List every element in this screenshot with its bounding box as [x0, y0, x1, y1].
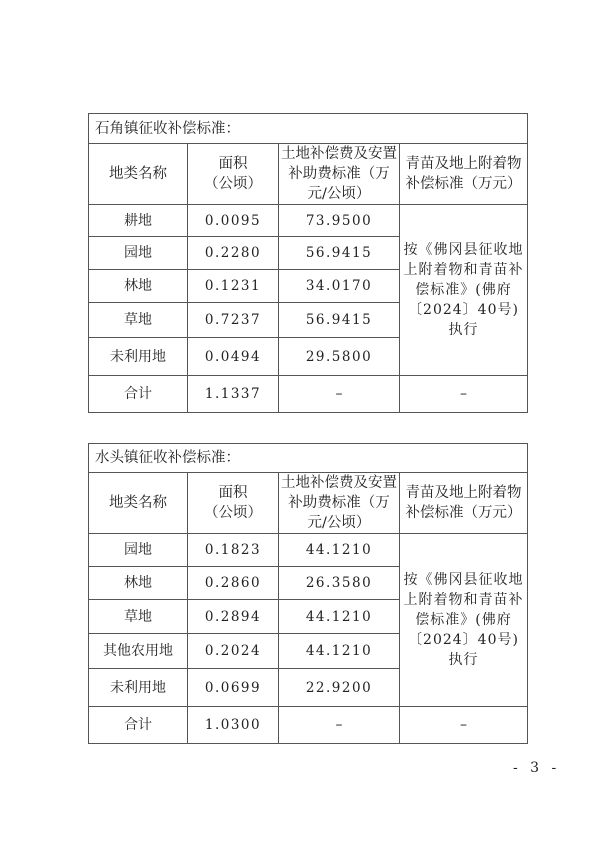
header-crop-compensation-standard: 青苗及地上附着物补偿标准（万元） — [400, 473, 528, 534]
compensation-cell: 73.9500 — [279, 205, 400, 237]
table-row — [89, 534, 528, 567]
area-cell: 0.7237 — [188, 303, 279, 338]
land-type-cell: 草地 — [89, 303, 188, 338]
total-crop-cell: – — [400, 376, 528, 413]
area-cell: 0.2894 — [188, 600, 279, 634]
total-compensation-cell: – — [279, 707, 400, 744]
header-land-compensation-standard: 土地补偿费及安置补助费标准（万元/公顷） — [279, 473, 400, 534]
header-area: 面积 （公顷） — [188, 144, 279, 205]
area-cell: 0.1231 — [188, 270, 279, 303]
land-type-cell: 未利用地 — [89, 338, 188, 376]
total-crop-cell: – — [400, 707, 528, 744]
table-title: 水头镇征收补偿标准： — [89, 444, 528, 473]
compensation-cell: 26.3580 — [279, 567, 400, 600]
land-type-cell: 未利用地 — [89, 669, 188, 707]
header-crop-compensation-standard: 青苗及地上附着物补偿标准（万元） — [400, 144, 528, 205]
area-cell: 0.2024 — [188, 634, 279, 669]
total-area-cell: 1.0300 — [188, 707, 279, 744]
total-compensation-cell: – — [279, 376, 400, 413]
compensation-cell: 44.1210 — [279, 534, 400, 567]
land-type-cell: 草地 — [89, 600, 188, 634]
header-land-type: 地类名称 — [89, 144, 188, 205]
land-type-cell: 林地 — [89, 567, 188, 600]
header-area: 面积 （公顷） — [188, 473, 279, 534]
compensation-cell: 44.1210 — [279, 600, 400, 634]
area-cell: 0.2280 — [188, 237, 279, 270]
area-cell: 0.2860 — [188, 567, 279, 600]
crop-compensation-note: 按《佛冈县征收地上附着物和青苗补偿标准》(佛府〔2024〕40号)执行 — [400, 534, 528, 707]
compensation-cell: 56.9415 — [279, 303, 400, 338]
compensation-cell: 56.9415 — [279, 237, 400, 270]
compensation-cell: 29.5800 — [279, 338, 400, 376]
land-type-cell: 耕地 — [89, 205, 188, 237]
shijiao-compensation-table — [88, 113, 528, 413]
total-row — [89, 376, 528, 413]
crop-compensation-note: 按《佛冈县征收地上附着物和青苗补偿标准》(佛府〔2024〕40号)执行 — [400, 205, 528, 376]
land-type-cell: 园地 — [89, 534, 188, 567]
land-type-cell: 林地 — [89, 270, 188, 303]
area-cell: 0.1823 — [188, 534, 279, 567]
area-cell: 0.0095 — [188, 205, 279, 237]
header-land-type: 地类名称 — [89, 473, 188, 534]
area-cell: 0.0494 — [188, 338, 279, 376]
land-type-cell: 园地 — [89, 237, 188, 270]
total-area-cell: 1.1337 — [188, 376, 279, 413]
area-cell: 0.0699 — [188, 669, 279, 707]
land-type-cell: 其他农用地 — [89, 634, 188, 669]
shuitou-compensation-table — [88, 443, 528, 744]
total-label-cell: 合计 — [89, 707, 188, 744]
page-number: - 3 - — [513, 760, 561, 776]
table-row — [89, 205, 528, 237]
compensation-cell: 22.9200 — [279, 669, 400, 707]
header-land-compensation-standard: 土地补偿费及安置补助费标准（万元/公顷） — [279, 144, 400, 205]
table-title: 石角镇征收补偿标准： — [89, 114, 528, 144]
compensation-cell: 34.0170 — [279, 270, 400, 303]
compensation-cell: 44.1210 — [279, 634, 400, 669]
total-label-cell: 合计 — [89, 376, 188, 413]
total-row — [89, 707, 528, 744]
